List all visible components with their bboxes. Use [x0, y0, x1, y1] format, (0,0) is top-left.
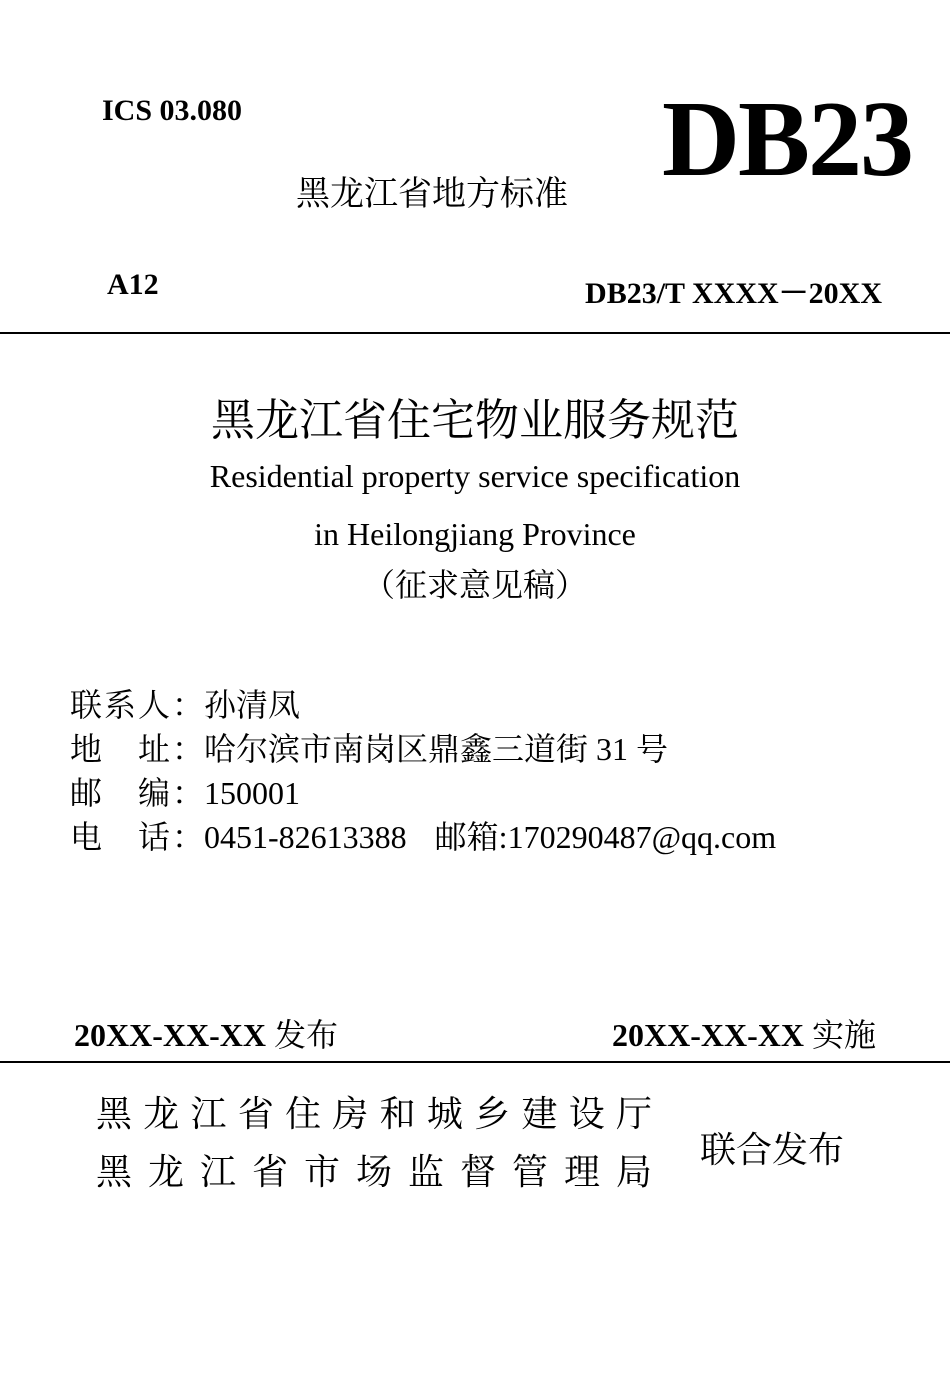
implement-label: 实施	[811, 1016, 876, 1054]
ics-code: ICS 03.080	[102, 94, 243, 127]
implement-date: 20XX-XX-XX	[612, 1017, 804, 1053]
contact-person-row	[70, 680, 300, 726]
publish-label: 发布	[273, 1016, 338, 1054]
local-standard-label: 黑龙江省地方标准	[296, 174, 568, 214]
joint-issue-label: 联合发布	[700, 1130, 845, 1171]
phone-label: 电 话：	[70, 819, 204, 855]
issuer-market-regulation: 黑龙江省市场监督管理局	[96, 1152, 652, 1193]
bottom-divider	[0, 1061, 950, 1063]
postcode-row	[70, 768, 300, 814]
issuer-housing-department: 黑龙江省住房和城乡建设厅	[96, 1094, 652, 1135]
address-row	[70, 724, 668, 770]
contact-person-label: 联系人：	[70, 687, 204, 723]
address-value: 哈尔滨市南岗区鼎鑫三道街 31 号	[204, 731, 669, 767]
email-label: 邮箱:	[434, 819, 508, 855]
publish-date: 20XX-XX-XX	[74, 1017, 266, 1053]
contact-person-value: 孙清凤	[204, 687, 301, 723]
email-value[interactable]: 170290487@qq.com	[507, 819, 777, 855]
postcode-value: 150001	[204, 775, 300, 811]
implement-date-line	[612, 1010, 876, 1056]
phone-row	[70, 812, 776, 858]
title-english-line2: in Heilongjiang Province	[314, 516, 636, 552]
postcode-label: 邮 编：	[70, 775, 204, 811]
publish-date-line	[74, 1010, 338, 1056]
title-english-line1: Residential property service specification	[209, 458, 741, 494]
phone-value: 0451-82613388	[204, 819, 407, 855]
address-label: 地 址：	[70, 731, 204, 767]
db-code-logo: DB23	[662, 80, 913, 199]
title-chinese: 黑龙江省住宅物业服务规范	[211, 396, 739, 445]
standard-number: DB23/T XXXX－20XX	[585, 277, 882, 310]
draft-note: （征求意见稿）	[362, 567, 587, 603]
top-divider	[0, 332, 950, 334]
classification-code: A12	[107, 268, 159, 301]
